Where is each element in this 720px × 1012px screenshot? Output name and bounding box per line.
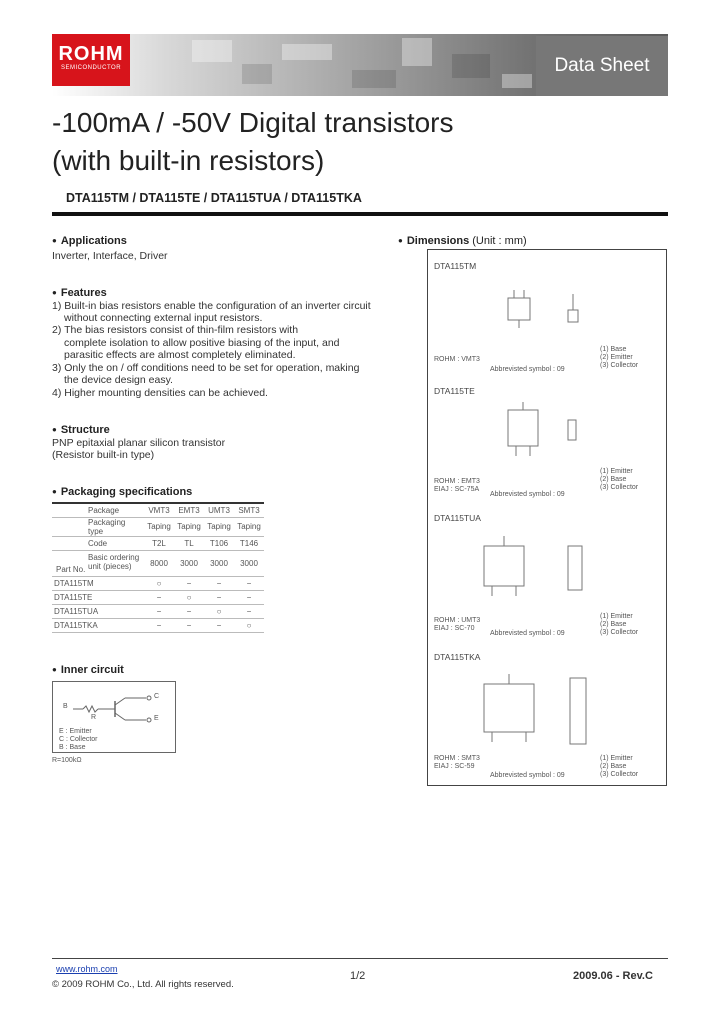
pk-cell: − [234, 604, 264, 618]
page-title-line1: -100mA / -50V Digital transistors [52, 107, 454, 138]
structure-line: (Resistor built-in type) [52, 449, 155, 461]
copyright: © 2009 ROHM Co., Ltd. All rights reserved. [52, 979, 234, 990]
pkg-rohm: ROHM : UMT3 [434, 617, 481, 624]
pkg-pin: (1) Emitter [600, 613, 633, 620]
part-no-label: Part No. [56, 564, 86, 574]
pk-cell: VMT3 [144, 503, 174, 517]
pin-e-label: E [154, 715, 159, 722]
title-rule [52, 212, 668, 216]
pk-cell: − [174, 604, 204, 618]
revision: 2009.06 - Rev.C [573, 970, 653, 982]
packaging-table [52, 502, 264, 633]
pkg-pin: (2) Base [600, 476, 627, 483]
pkg-pin: (3) Collector [600, 484, 639, 491]
pk-cell: − [144, 618, 174, 632]
pk-row-label: Packaging type [52, 517, 144, 536]
pkg-name: DTA115TKA [434, 652, 481, 662]
pkg-pin: (3) Collector [600, 629, 639, 636]
features-line: complete isolation to allow positive biasing of the input, and [64, 337, 340, 349]
pk-cell: Taping [234, 517, 264, 536]
features-heading: ● Features [52, 287, 107, 299]
pk-cell: Taping [174, 517, 204, 536]
pk-cell: 8000 [144, 550, 174, 576]
doc-type-label: Data Sheet [536, 36, 668, 96]
pk-cell: Taping [144, 517, 174, 536]
pk-cell: SMT3 [234, 503, 264, 517]
features-line: 4) Higher mounting densities can be achieved. [52, 387, 268, 399]
inner-circuit-heading: ● Inner circuit [52, 664, 124, 676]
pk-cell: T2L [144, 536, 174, 550]
pk-cell: T146 [234, 536, 264, 550]
pkg-pin: (2) Emitter [600, 354, 633, 361]
pkg-pin: (1) Base [600, 346, 627, 353]
legend-line: B : Base [59, 744, 86, 751]
dimensions-heading [398, 235, 527, 247]
pkg-pin: (3) Collector [600, 362, 639, 369]
pk-cell: ○ [234, 618, 264, 632]
pk-cell: − [204, 576, 234, 590]
footer-rule [52, 958, 668, 959]
dimensions-title: Dimensions [406, 235, 470, 247]
pk-cell: − [204, 590, 234, 604]
pk-row-label-wrap [52, 550, 144, 576]
structure-line: PNP epitaxial planar silicon transistor [52, 437, 226, 449]
pk-cell: − [234, 590, 264, 604]
pkg-pin: (2) Base [600, 763, 627, 770]
pk-row-label: Package [52, 503, 144, 517]
pkg-pin: (1) Emitter [600, 468, 633, 475]
packaging-heading: ● Packaging specifications [52, 486, 192, 498]
part-name: DTA115TM [52, 576, 144, 590]
pin-c-label: C [154, 693, 160, 700]
features-line: the device design easy. [64, 374, 173, 386]
pkg-name: DTA115TM [434, 261, 477, 271]
pk-cell: T106 [204, 536, 234, 550]
rohm-website-link[interactable]: www.rohm.com [56, 964, 118, 974]
pk-cell: 3000 [204, 550, 234, 576]
pkg-name: DTA115TUA [434, 513, 481, 523]
pkg-pin: (1) Emitter [600, 755, 633, 762]
rohm-logo [52, 34, 130, 86]
pkg-outline-drawing [488, 274, 598, 354]
page-number: 1/2 [350, 970, 366, 982]
logo-main: ROHM [58, 43, 124, 65]
pk-cell: − [234, 576, 264, 590]
dimensions-box [427, 249, 667, 786]
pkg-outline-drawing [478, 390, 608, 480]
pkg-pin: (2) Base [600, 621, 627, 628]
pk-cell: 3000 [174, 550, 204, 576]
pk-cell: EMT3 [174, 503, 204, 517]
features-line: 3) Only the on / off conditions need to be set for operation, making [52, 362, 360, 374]
structure-heading: ● Structure [52, 424, 110, 436]
part-name: DTA115TE [52, 590, 144, 604]
applications-text: Inverter, Interface, Driver [52, 250, 168, 262]
pk-cell: − [174, 618, 204, 632]
pkg-rohm: ROHM : SMT3 [434, 755, 480, 762]
pkg-symbol: Abbrevisted symbol : 09 [490, 491, 565, 498]
pk-cell: − [144, 590, 174, 604]
pkg-outline-drawing [478, 516, 618, 606]
pk-cell: − [204, 618, 234, 632]
model-list: DTA115TM / DTA115TE / DTA115TUA / DTA115TKA [66, 191, 362, 205]
pk-row-label: Code [52, 536, 144, 550]
features-line: 2) The bias resistors consist of thin-film resistors with [52, 324, 299, 336]
resistor-value: R=100kΩ [52, 757, 82, 764]
dimensions-unit: (Unit : mm) [472, 235, 527, 247]
features-line: 1) Built-in bias resistors enable the configuration of an inverter circuit [52, 300, 371, 312]
pk-cell: Taping [204, 517, 234, 536]
pk-cell: − [174, 576, 204, 590]
page-title-line2: (with built-in resistors) [52, 145, 325, 176]
pkg-symbol: Abbrevisted symbol : 09 [490, 772, 565, 779]
pk-cell: TL [174, 536, 204, 550]
features-line: without connecting external input resistors. [64, 312, 263, 324]
part-name: DTA115TKA [52, 618, 144, 632]
pin-b-label: B [63, 703, 68, 710]
pkg-eiaj: EIAJ : SC-59 [434, 763, 475, 770]
pkg-name: DTA115TE [434, 386, 475, 396]
pkg-rohm: ROHM : VMT3 [434, 356, 480, 363]
pkg-eiaj: EIAJ : SC-75A [434, 486, 480, 493]
pkg-symbol: Abbrevisted symbol : 09 [490, 630, 565, 637]
resistor-label: R [91, 714, 97, 721]
pk-cell: ○ [174, 590, 204, 604]
legend-line: C : Collector [59, 736, 98, 743]
pk-cell: − [144, 604, 174, 618]
pkg-eiaj: EIAJ : SC-70 [434, 625, 475, 632]
applications-heading: ● Applications [52, 235, 127, 247]
pk-cell: UMT3 [204, 503, 234, 517]
inner-circuit-diagram [52, 681, 176, 753]
pkg-symbol: Abbrevisted symbol : 09 [490, 366, 565, 373]
pk-cell: 3000 [234, 550, 264, 576]
legend-line: E : Emitter [59, 728, 92, 735]
part-name: DTA115TUA [52, 604, 144, 618]
pk-cell: ○ [204, 604, 234, 618]
pkg-rohm: ROHM : EMT3 [434, 478, 480, 485]
pkg-outline-drawing [478, 654, 618, 750]
pk-row-label: Basic ordering unit (pieces) [88, 552, 140, 571]
features-line: parasitic effects are almost completely eliminated. [64, 349, 296, 361]
logo-sub: SEMICONDUCTOR [60, 65, 122, 71]
pkg-pin: (3) Collector [600, 771, 639, 778]
pk-cell: ○ [144, 576, 174, 590]
